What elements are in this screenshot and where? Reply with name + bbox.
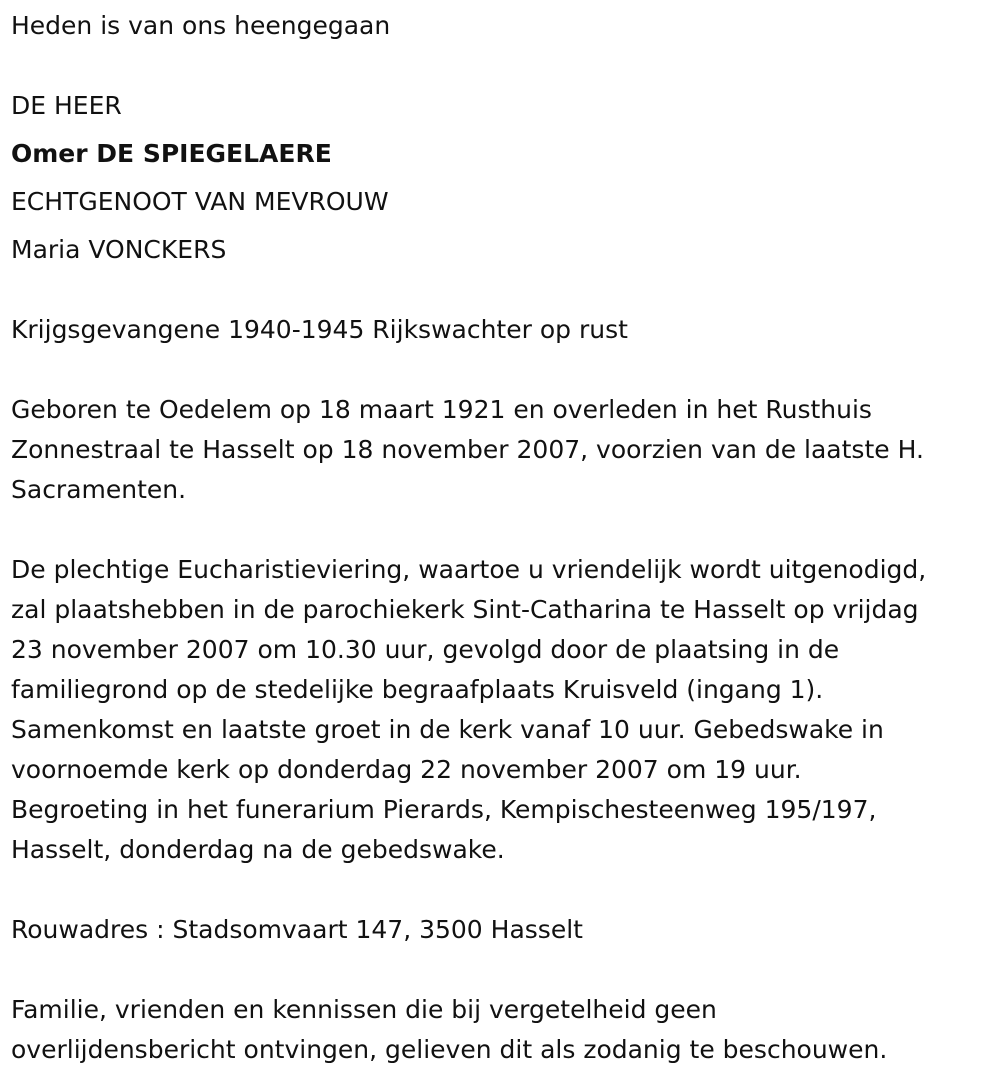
paragraph-line: voornoemde kerk op donderdag 22 november 2007 om 19 uur.	[11, 755, 802, 784]
paragraph-line: familiegrond op de stedelijke begraafplaats Kruisveld (ingang 1).	[11, 675, 824, 704]
paragraph-line: Zonnestraal te Hasselt op 18 november 2007, voorzien van de laatste H.	[11, 435, 924, 464]
paragraph-line: 23 november 2007 om 10.30 uur, gevolgd door de plaatsing in de	[11, 635, 840, 664]
birth-death-paragraph	[11, 390, 924, 510]
mourning-address: Rouwadres : Stadsomvaart 147, 3500 Hasselt	[11, 915, 583, 944]
paragraph-line: Geboren te Oedelem op 18 maart 1921 en overleden in het Rusthuis	[11, 395, 872, 424]
paragraph-line: Begroeting in het funerarium Pierards, Kempischesteenweg 195/197,	[11, 795, 877, 824]
career-text: Krijgsgevangene 1940-1945 Rijkswachter op rust	[11, 315, 628, 344]
paragraph-line: Sacramenten.	[11, 475, 187, 504]
spouse-name: Maria VONCKERS	[11, 235, 227, 264]
paragraph-line: zal plaatshebben in de parochiekerk Sint-Catharina te Hasselt op vrijdag	[11, 595, 919, 624]
deceased-name: Omer DE SPIEGELAERE	[11, 139, 332, 168]
family-note-paragraph	[11, 990, 887, 1070]
paragraph-line: De plechtige Eucharistieviering, waartoe u vriendelijk wordt uitgenodigd,	[11, 555, 927, 584]
paragraph-line: Hasselt, donderdag na de gebedswake.	[11, 835, 505, 864]
ceremony-paragraph	[11, 550, 926, 870]
paragraph-line: Familie, vrienden en kennissen die bij vergetelheid geen	[11, 995, 717, 1024]
intro-text: Heden is van ons heengegaan	[11, 11, 391, 40]
paragraph-line: Samenkomst en laatste groet in de kerk vanaf 10 uur. Gebedswake in	[11, 715, 884, 744]
title-prefix: DE HEER	[11, 91, 122, 120]
spouse-prefix: ECHTGENOOT VAN MEVROUW	[11, 187, 389, 216]
paragraph-line: overlijdensbericht ontvingen, gelieven dit als zodanig te beschouwen.	[11, 1035, 888, 1064]
